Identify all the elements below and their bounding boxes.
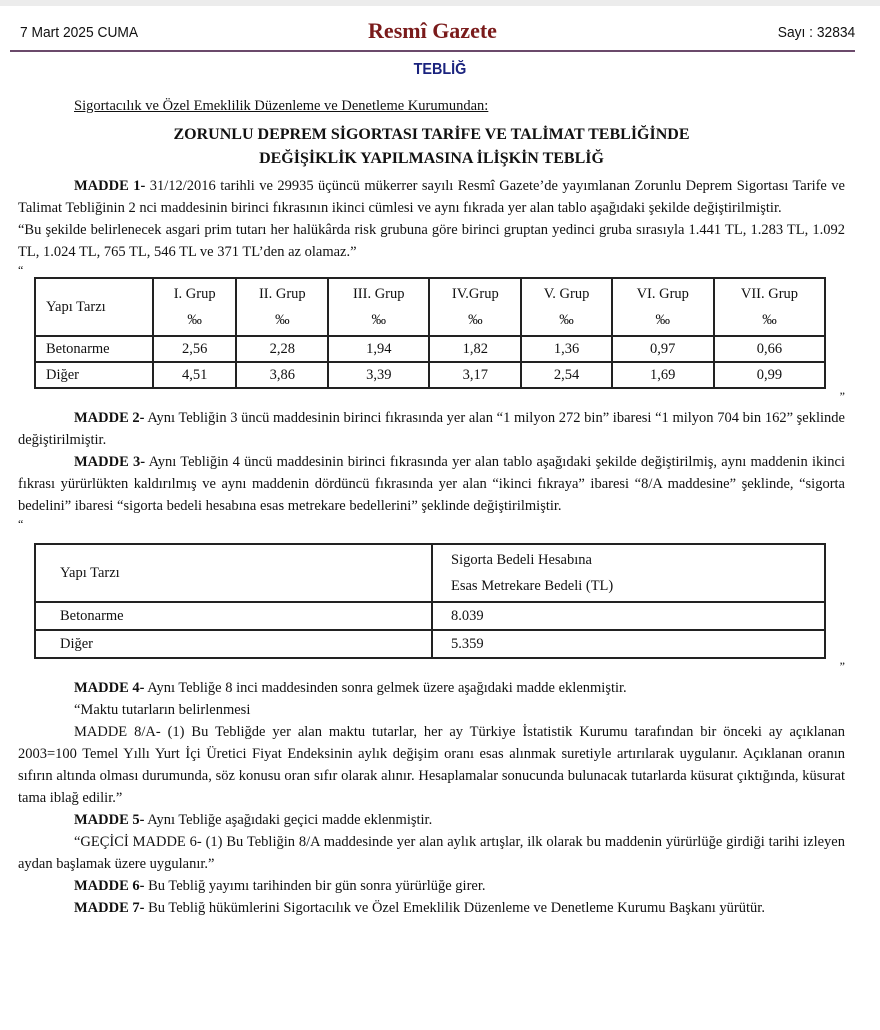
table-cell: Betonarme: [35, 602, 432, 630]
table-row: [35, 602, 825, 630]
header-cell: I. Grup ‰: [153, 278, 236, 336]
article-text: Aynı Tebliğin 3 üncü maddesinin birinci fıkrasında yer alan “1 milyon 272 bin” ibaresi “1 milyon 704 bin 162” şeklinde değiştirilmiştir.: [18, 410, 845, 448]
close-quote: ”: [839, 389, 845, 403]
document-title: [18, 123, 845, 171]
article-1: [18, 175, 845, 219]
table-cell: 3,39: [328, 362, 429, 388]
table-cell: 2,28: [236, 336, 328, 362]
table-row: [35, 630, 825, 658]
header-cell: III. Grup ‰: [328, 278, 429, 336]
article-2: [18, 407, 845, 451]
article-label: MADDE 1-: [74, 178, 146, 194]
article-label: MADDE 4-: [74, 680, 145, 696]
table-cell: 0,99: [714, 362, 825, 388]
article-text: Bu Tebliğ hükümlerini Sigortacılık ve Özel Emeklilik Düzenleme ve Denetleme Kurumu Başkanı yürütür.: [144, 900, 765, 916]
article-text: Bu Tebliğ yayımı tarihinden bir gün sonra yürürlüğe girer.: [144, 878, 486, 894]
table-row: [35, 336, 825, 362]
table-header-row: [35, 544, 825, 602]
table-cell: Diğer: [35, 362, 153, 388]
title-line-1: ZORUNLU DEPREM SİGORTASI TARİFE VE TALİMAT TEBLİĞİNDE: [173, 126, 690, 143]
article-3: [18, 451, 845, 517]
table-cell: Betonarme: [35, 336, 153, 362]
article-4-body: MADDE 8/A- (1) Bu Tebliğde yer alan maktu tutarlar, her ay Türkiye İstatistik Kurumu tarafından bir önceki ay açıklanan 2003=100 Temel Yıllı Yurt İçi Üretici Fiyat Endeksinin aylık değişim oranı esas alınmak suretiyle artırılarak uygulanır. Açıklanan oranın sıfırın altında olması durumunda, söz konusu oran sıfır olarak alınır. Hesaplamalar sonucunda bulunacak tutarlarda küsurat çıktığında, küsurat tama iblağ edilir.”: [18, 724, 845, 806]
gazette-header: [10, 20, 855, 48]
header-cell: VI. Grup ‰: [612, 278, 714, 336]
article-6: [18, 875, 845, 897]
table-cell: 2,56: [153, 336, 236, 362]
title-line-2: DEĞİŞİKLİK YAPILMASINA İLİŞKİN TEBLİĞ: [259, 150, 604, 167]
issuing-institution: Sigortacılık ve Özel Emeklilik Düzenleme ve Denetleme Kurumundan:: [74, 98, 489, 114]
article-4: [18, 677, 845, 699]
article-label: MADDE 3-: [74, 454, 146, 470]
close-quote: ”: [839, 659, 845, 673]
header-cell: V. Grup ‰: [521, 278, 611, 336]
gazette-title: Resmî Gazete: [368, 18, 497, 43]
premium-rate-table: [34, 277, 826, 389]
table-cell: 4,51: [153, 362, 236, 388]
article-label: MADDE 6-: [74, 878, 145, 894]
table-cell: 3,17: [429, 362, 521, 388]
article-label: MADDE 7-: [74, 900, 145, 916]
top-border: [0, 0, 880, 6]
table-header-row: [35, 278, 825, 336]
article-4-heading: “Maktu tutarların belirlenmesi: [74, 702, 251, 718]
header-cell: IV.Grup ‰: [429, 278, 521, 336]
table-cell: 3,86: [236, 362, 328, 388]
open-quote: “: [18, 263, 24, 277]
issue-number: Sayı : 32834: [777, 24, 855, 41]
header-cell: Yapı Tarzı: [35, 544, 432, 602]
article-label: MADDE 2-: [74, 410, 145, 426]
article-text: Aynı Tebliğin 4 üncü maddesinin birinci fıkrasında yer alan tablo aşağıdaki şekilde değiştirilmiş, aynı maddenin ikinci fıkrası yürürlükten kaldırılmış ve aynı maddenin dördüncü fıkrasında yer alan “ikinci fıkraya” ibaresi “8/A maddesine” şeklinde, “sigorta bedelini” ibaresi “sigorta bedeli hesabına esas metrekare bedellerini” şeklinde değiştirilmiştir.: [18, 454, 845, 514]
document-body: [18, 95, 845, 919]
article-5: [18, 809, 845, 831]
header-cell: VII. Grup ‰: [714, 278, 825, 336]
article-text: Aynı Tebliğe aşağıdaki geçici madde eklenmiştir.: [144, 812, 433, 828]
header-divider: [10, 50, 855, 52]
article-5-body: “GEÇİCİ MADDE 6- (1) Bu Tebliğin 8/A maddesinde yer alan aylık artışlar, ilk olarak bu maddenin yürürlüğe girdiği tarihi izleyen aydan başlamak üzere uygulanır.”: [18, 834, 845, 872]
section-title: TEBLİĞ: [413, 61, 467, 78]
header-cell: Sigorta Bedeli Hesabına Esas Metrekare Bedeli (TL): [432, 544, 825, 602]
table-cell: 8.039: [432, 602, 825, 630]
header-cell: II. Grup ‰: [236, 278, 328, 336]
table-cell: 1,69: [612, 362, 714, 388]
issue-date: 7 Mart 2025 CUMA: [20, 24, 139, 41]
article-text: 31/12/2016 tarihli ve 29935 üçüncü mükerrer sayılı Resmî Gazete’de yayımlanan Zorunlu Deprem Sigortası Tarife ve Talimat Tebliğinin 2 nci maddesinin birinci fıkrasının ikinci cümlesi ve aynı fıkrada yer alan tablo aşağıdaki şekilde değiştirilmiştir.: [18, 178, 845, 216]
header-cell: Yapı Tarzı: [35, 278, 153, 336]
article-1-quote: “Bu şekilde belirlenecek asgari prim tutarı her halükârda risk grubuna göre birinci gruptan yedinci gruba sırasıyla 1.441 TL, 1.283 TL, 1.092 TL, 1.024 TL, 765 TL, 546 TL ve 371 TL’den az olamaz.”: [18, 222, 845, 260]
article-7: [18, 897, 845, 919]
table-cell: 0,97: [612, 336, 714, 362]
table-row: [35, 362, 825, 388]
table-cell: 1,82: [429, 336, 521, 362]
article-label: MADDE 5-: [74, 812, 145, 828]
table-cell: 5.359: [432, 630, 825, 658]
table-cell: 1,36: [521, 336, 611, 362]
insured-value-table: [34, 543, 826, 659]
article-text: Aynı Tebliğe 8 inci maddesinden sonra gelmek üzere aşağıdaki madde eklenmiştir.: [144, 680, 627, 696]
table-cell: 1,94: [328, 336, 429, 362]
table-cell: 2,54: [521, 362, 611, 388]
table-cell: Diğer: [35, 630, 432, 658]
open-quote: “: [18, 517, 24, 531]
table-cell: 0,66: [714, 336, 825, 362]
